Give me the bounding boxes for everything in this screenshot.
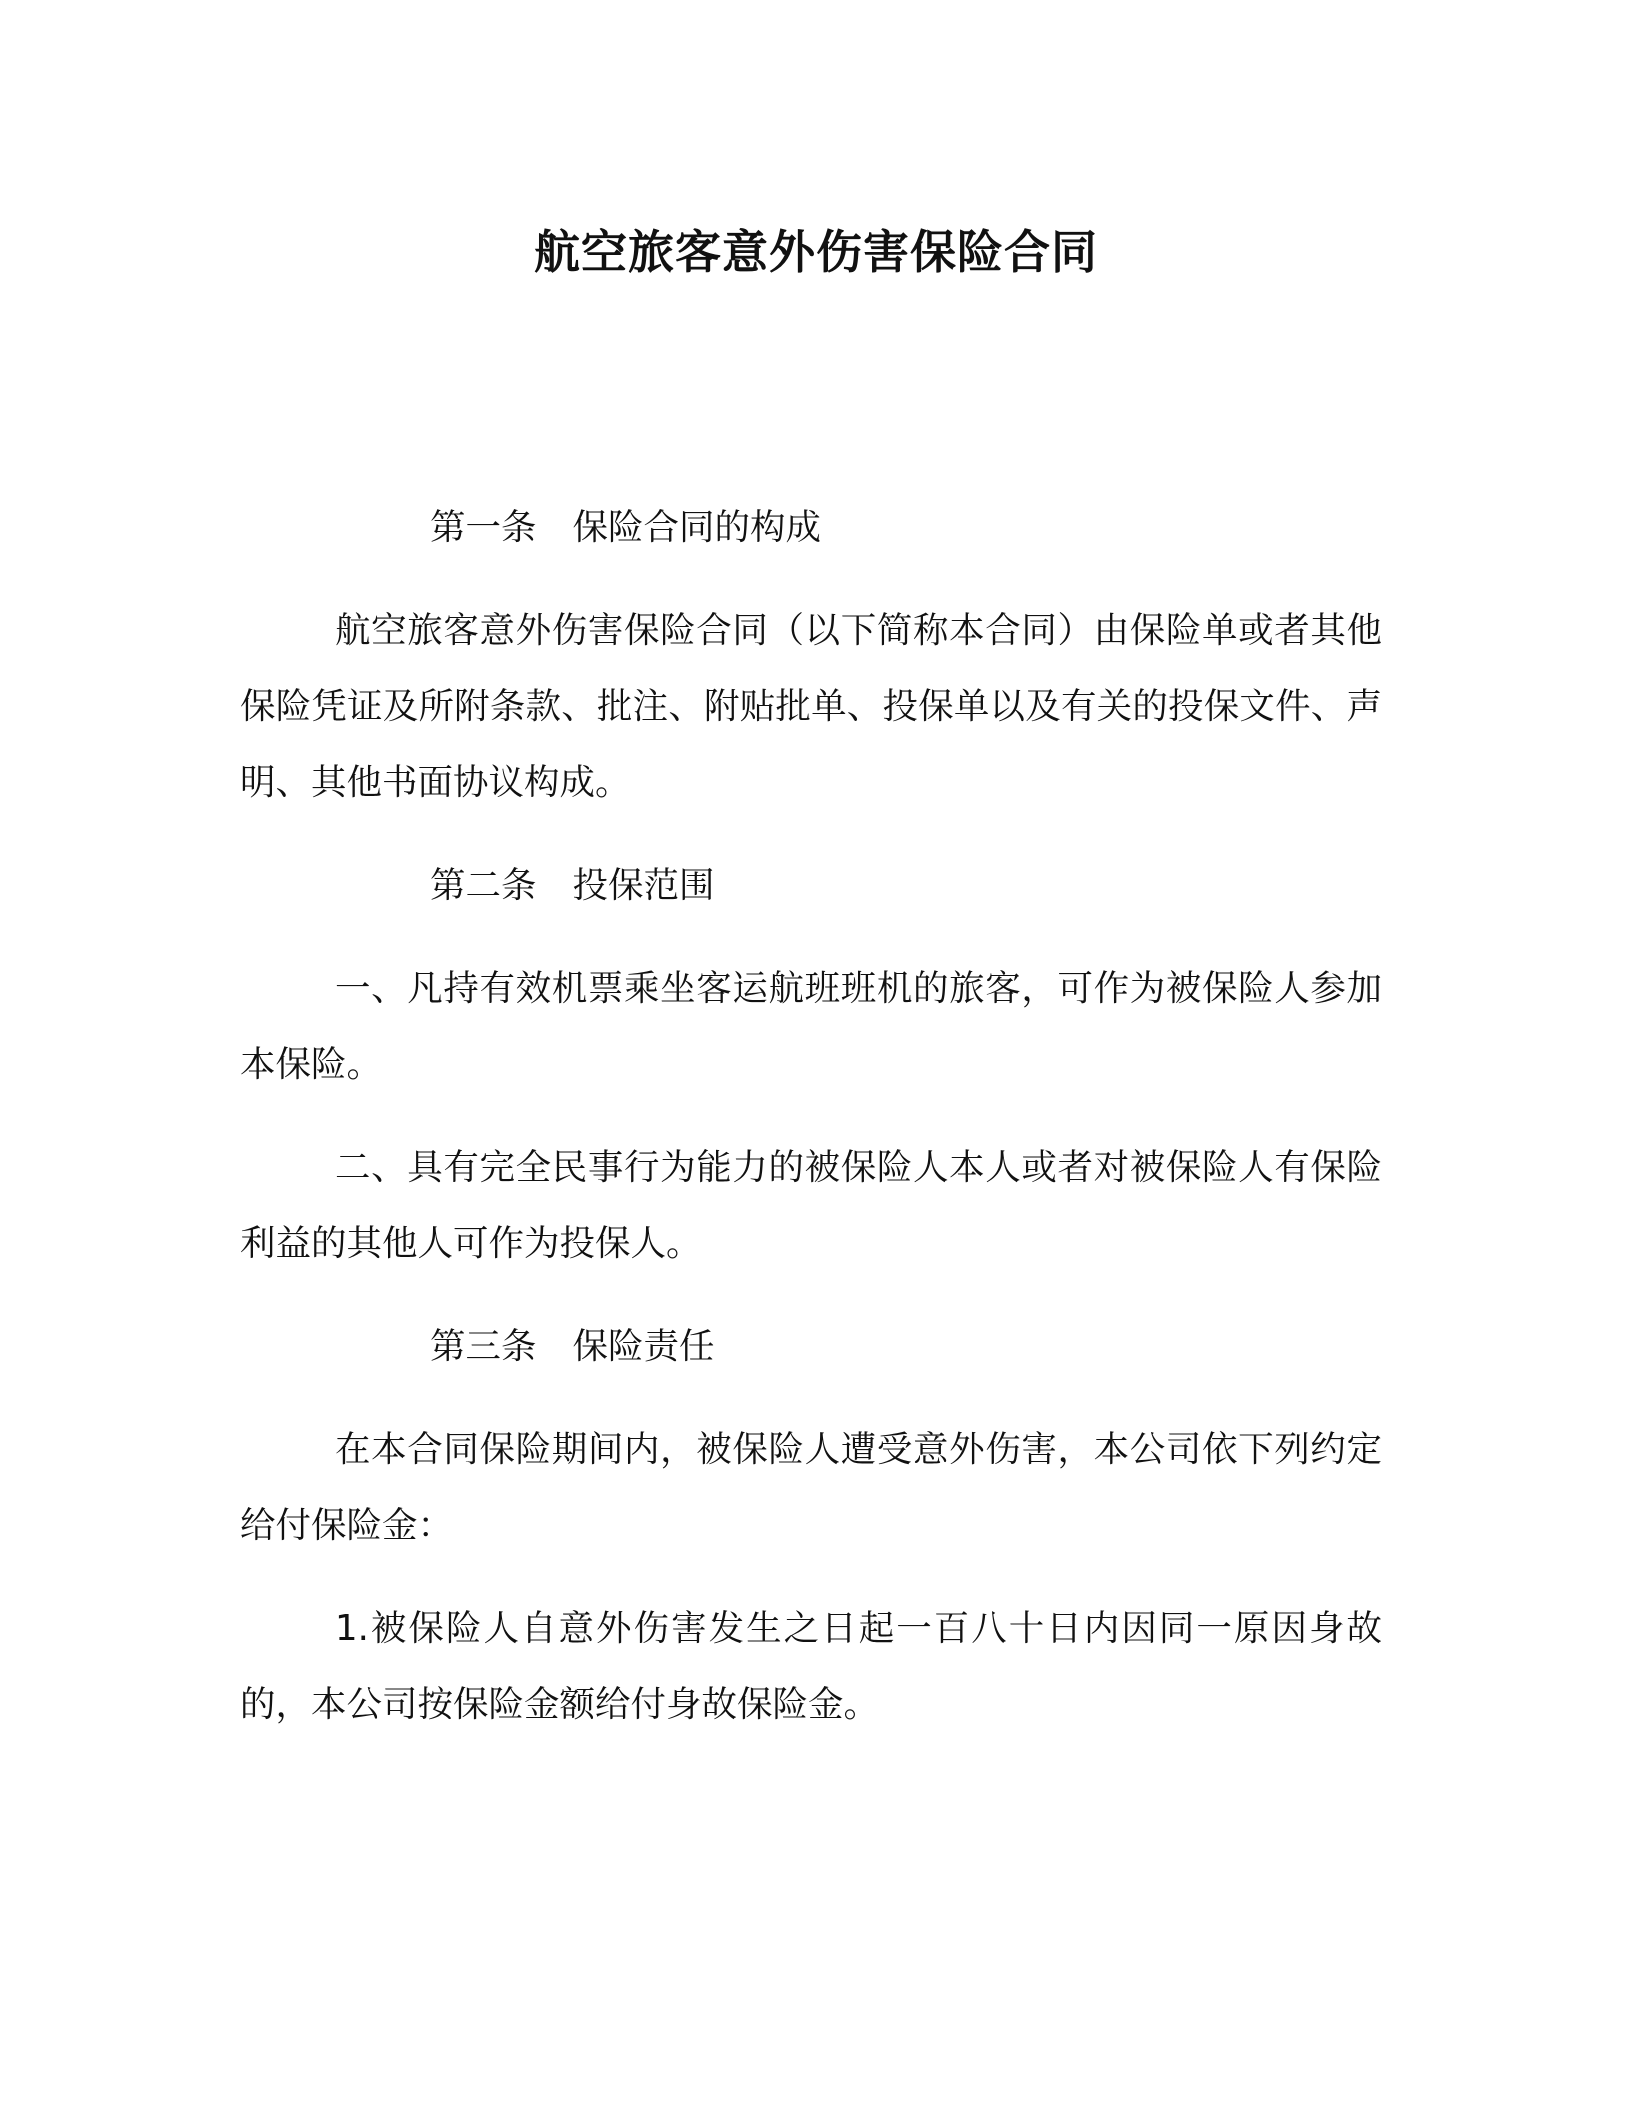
article-3-heading [240,1309,1382,1385]
document-title: 航空旅客意外伤害保险合同 [534,225,1098,279]
document-body [240,490,1382,1770]
article-title: 保险责任 [572,1326,715,1367]
article-1-paragraph: 航空旅客意外伤害保险合同（以下简称本合同）由保险单或者其他保险凭证及所附条款、批注、附贴批单、投保单以及有关的投保文件、声明、其他书面协议构成。 [240,610,1382,803]
article-2-clause-2: 二、具有完全民事行为能力的被保险人本人或者对被保险人有保险利益的其他人可作为投保人。 [240,1147,1382,1264]
article-2-clause-1: 一、凡持有效机票乘坐客运航班班机的旅客，可作为被保险人参加本保险。 [240,968,1382,1085]
article-number: 第三条 [430,1326,537,1367]
article-1-heading [240,490,1382,566]
article-title: 保险合同的构成 [572,507,822,548]
article-number: 第二条 [430,865,537,906]
article-2-heading [240,848,1382,924]
article-number: 第一条 [430,507,537,548]
article-3-intro: 在本合同保险期间内，被保险人遭受意外伤害，本公司依下列约定给付保险金： [240,1429,1382,1546]
article-title: 投保范围 [572,865,715,906]
article-3-item-1: 1.被保险人自意外伤害发生之日起一百八十日内因同一原因身故的，本公司按保险金额给付身故保险金。 [240,1608,1382,1725]
